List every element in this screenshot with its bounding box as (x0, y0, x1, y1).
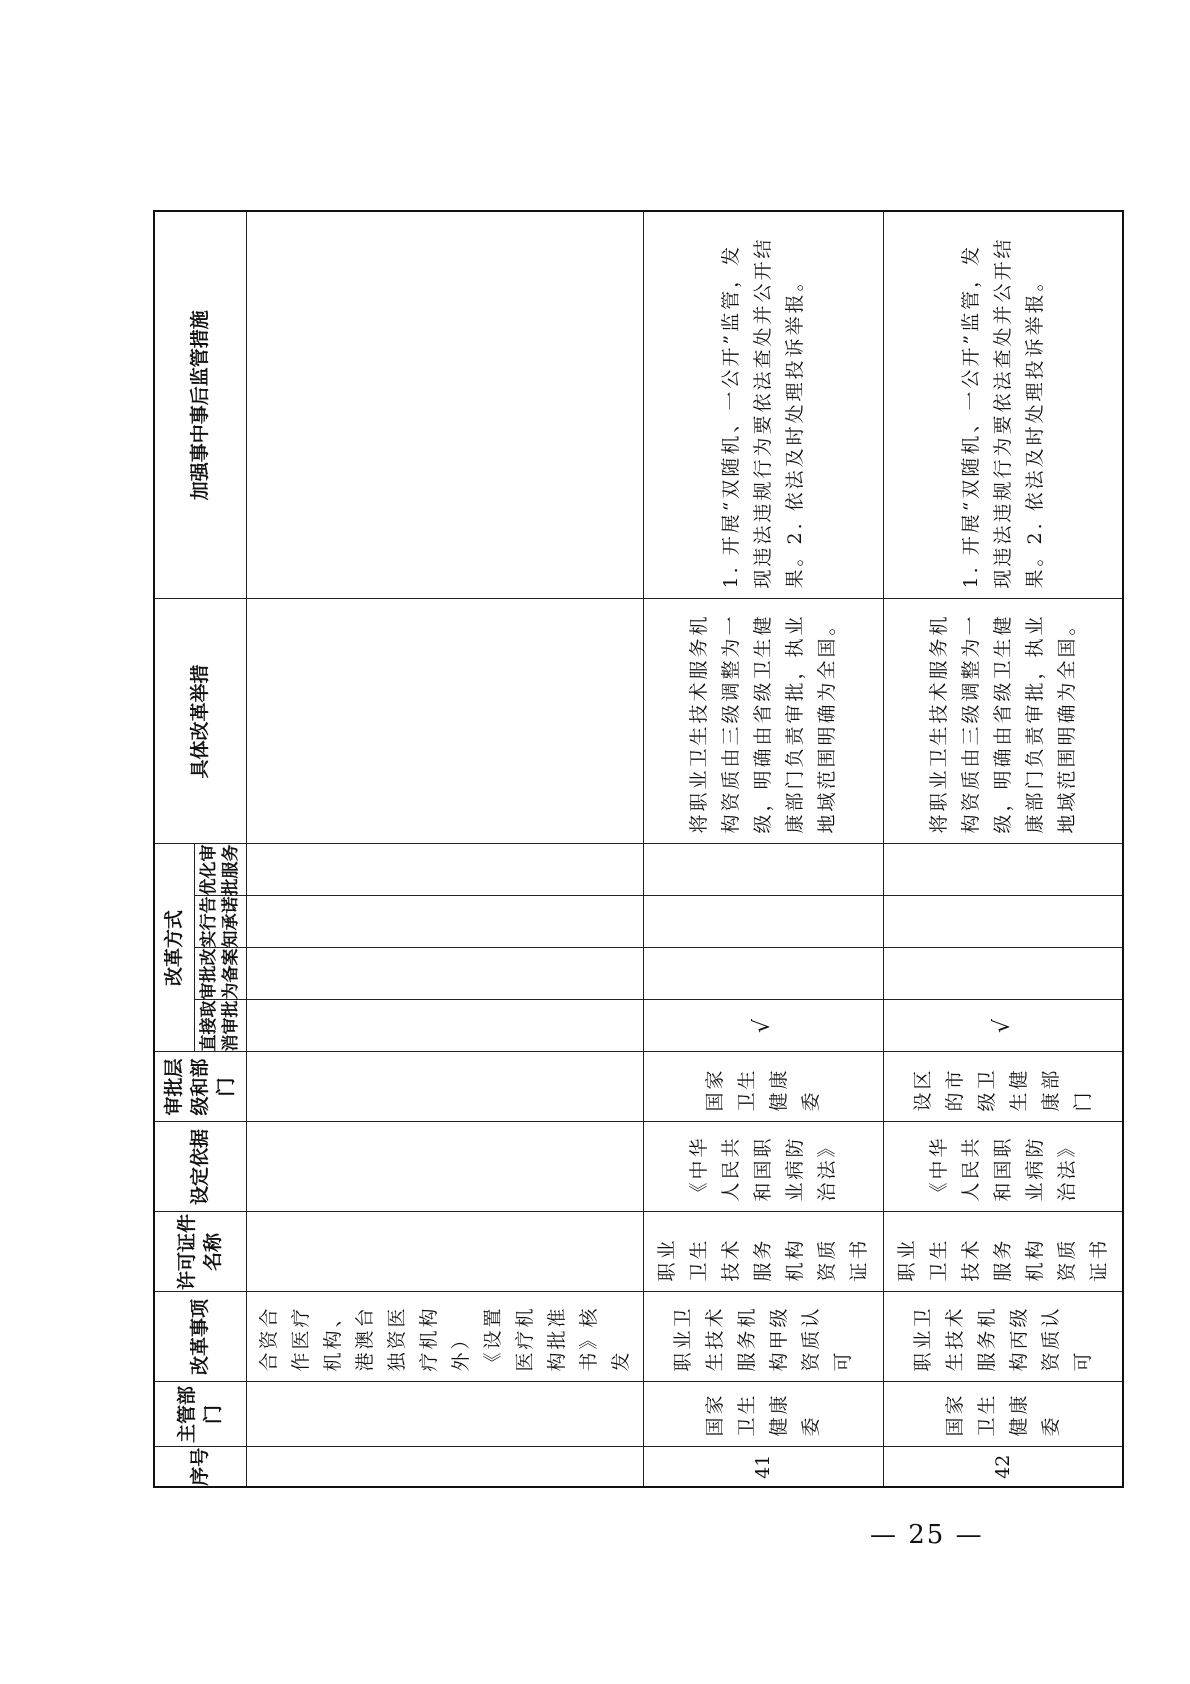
cell-mode-optimize (643, 844, 883, 896)
cell-measures: 将职业卫生技术服务机构资质由三级调整为一级，明确由省级卫生健康部门负责审批，执业地域范围明确为全国。 (883, 599, 1123, 844)
cell-mode-record (643, 948, 883, 1000)
cell-mode-notify (883, 896, 1123, 948)
cell-measures: 将职业卫生技术服务机构资质由三级调整为一级，明确由省级卫生健康部门负责审批，执业地域范围明确为全国。 (643, 599, 883, 844)
header-mode-record: 审批改为备案 (194, 948, 246, 1000)
table-row (643, 211, 883, 1487)
table-row (246, 211, 643, 1487)
cell-item: 职业卫生技术服务机构甲级资质认可 (643, 1292, 883, 1382)
table-row (883, 211, 1123, 1487)
header-row-1 (154, 211, 194, 1487)
cell-license (246, 1212, 643, 1292)
rotated-table-wrapper (153, 212, 1110, 1488)
header-seq: 序号 (154, 1447, 246, 1487)
cell-basis: 《中华人民共和国职业病防治法》 (643, 1122, 883, 1212)
cell-dept (246, 1382, 643, 1447)
cell-level (246, 1052, 643, 1122)
cell-supervision: 1. 开展“双随机、一公开”监管，发现违法违规行为要依法查处并公开结果。2. 依法及时处理投诉举报。 (643, 211, 883, 599)
cell-mode-optimize (246, 844, 643, 896)
page-number: — 25 — (870, 1520, 984, 1550)
cell-level: 国家卫生健康委 (643, 1052, 883, 1122)
header-level: 审批层级和部门 (154, 1052, 246, 1122)
header-basis: 设定依据 (154, 1122, 246, 1212)
cell-mode-record (883, 948, 1123, 1000)
header-item: 改革事项 (154, 1292, 246, 1382)
cell-supervision: 1. 开展“双随机、一公开”监管，发现违法违规行为要依法查处并公开结果。2. 依法及时处理投诉举报。 (883, 211, 1123, 599)
cell-mode-record (246, 948, 643, 1000)
cell-mode-notify (643, 896, 883, 948)
cell-seq: 41 (643, 1447, 883, 1487)
cell-basis: 《中华人民共和国职业病防治法》 (883, 1122, 1123, 1212)
header-license: 许可证件名称 (154, 1212, 246, 1292)
cell-mode-cancel: √ (883, 1000, 1123, 1052)
cell-dept: 国家卫生健康委 (883, 1382, 1123, 1447)
cell-dept: 国家卫生健康委 (643, 1382, 883, 1447)
header-reform-mode: 改革方式 (154, 844, 194, 1052)
cell-mode-optimize (883, 844, 1123, 896)
cell-license: 职业卫生技术服务机构资质证书 (883, 1212, 1123, 1292)
cell-supervision (246, 211, 643, 599)
cell-mode-notify (246, 896, 643, 948)
header-measures: 具体改革举措 (154, 599, 246, 844)
cell-mode-cancel (246, 1000, 643, 1052)
header-supervision: 加强事中事后监管措施 (154, 211, 246, 599)
cell-item: 职业卫生技术服务机构丙级资质认可 (883, 1292, 1123, 1382)
header-mode-cancel: 直接取消审批 (194, 1000, 246, 1052)
cell-item: 合资合作医疗机构、港澳台独资医疗机构外）《设置医疗机构批准书》核发 (246, 1292, 643, 1382)
cell-basis (246, 1122, 643, 1212)
cell-level: 设区的市级卫生健康部门 (883, 1052, 1123, 1122)
header-mode-notify: 实行告知承诺 (194, 896, 246, 948)
reform-items-table (153, 210, 1124, 1488)
header-dept: 主管部门 (154, 1382, 246, 1447)
cell-measures (246, 599, 643, 844)
cell-seq (246, 1447, 643, 1487)
cell-seq: 42 (883, 1447, 1123, 1487)
cell-mode-cancel: √ (643, 1000, 883, 1052)
cell-license: 职业卫生技术服务机构资质证书 (643, 1212, 883, 1292)
header-mode-optimize: 优化审批服务 (194, 844, 246, 896)
